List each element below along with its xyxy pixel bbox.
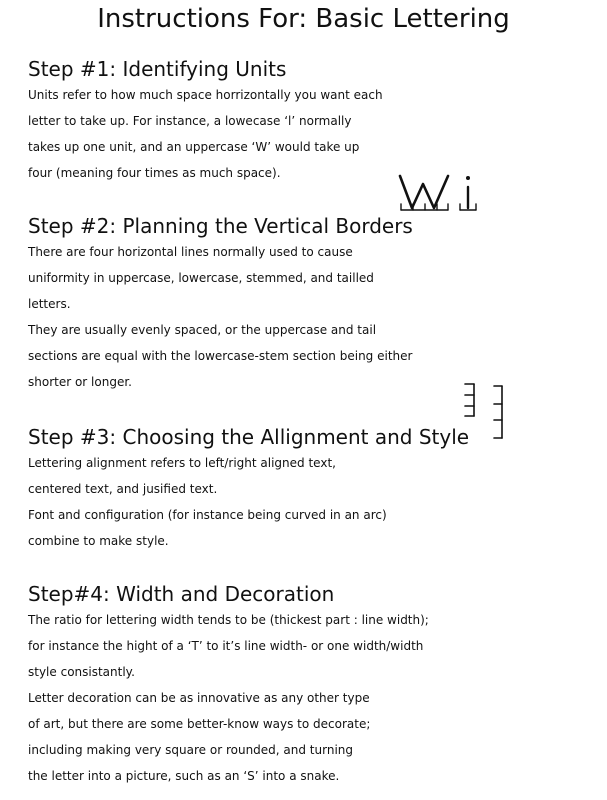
- step-1-line-4: four (meaning four times as much space).: [28, 166, 281, 180]
- step-4-section: [28, 581, 607, 789]
- step-4-line-1: The ratio for lettering width tends to be (thickest part : line width);: [28, 613, 429, 627]
- step-3-line-1: Lettering alignment refers to left/right aligned text,: [28, 456, 336, 470]
- step-2-line-5: sections are equal with the lowercase-stem section being either: [28, 349, 413, 363]
- step-2-line-3: letters.: [28, 297, 71, 311]
- step-2-line-6: shorter or longer.: [28, 375, 132, 389]
- step-4-line-2: for instance the hight of a ‘T’ to it’s line width- or one width/width: [28, 639, 424, 653]
- step-3-line-3: Font and configuration (for instance being curved in an arc): [28, 508, 387, 522]
- step-2-line-4: They are usually evenly spaced, or the uppercase and tail: [28, 323, 377, 337]
- step-4-line-4: Letter decoration can be as innovative as any other type: [28, 691, 370, 705]
- step-1-heading: Step #1: Identifying Units: [28, 57, 287, 81]
- step-2-section: [28, 213, 607, 395]
- step-4-line-5: of art, but there are some better-know ways to decorate;: [28, 717, 371, 731]
- step-1-line-3: takes up one unit, and an uppercase ‘W’ would take up: [28, 140, 360, 154]
- step-3-section: [28, 424, 607, 554]
- step-1-line-1: Units refer to how much space horrizontally you want each: [28, 88, 383, 102]
- step-2-line-2: uniformity in uppercase, lowercase, stemmed, and tailled: [28, 271, 374, 285]
- step-3-line-2: centered text, and jusified text.: [28, 482, 218, 496]
- units-sketch: [396, 170, 486, 218]
- step-4-line-3: style consistantly.: [28, 665, 135, 679]
- step-3-line-4: combine to make style.: [28, 534, 169, 548]
- step-2-line-1: There are four horizontal lines normally used to cause: [28, 245, 353, 259]
- step-3-heading: Step #3: Choosing the Allignment and Style: [28, 425, 470, 449]
- page-title: Instructions For: Basic Lettering: [97, 4, 510, 34]
- step-4-line-7: the letter into a picture, such as an ‘S’ into a snake.: [28, 769, 340, 783]
- step-4-heading: Step#4: Width and Decoration: [28, 582, 335, 606]
- step-4-line-6: including making very square or rounded, and turning: [28, 743, 354, 757]
- step-2-heading: Step #2: Planning the Vertical Borders: [28, 214, 413, 238]
- step-1-section: [28, 56, 607, 186]
- step-1-line-2: letter to take up. For instance, a lowecase ‘l’ normally: [28, 114, 352, 128]
